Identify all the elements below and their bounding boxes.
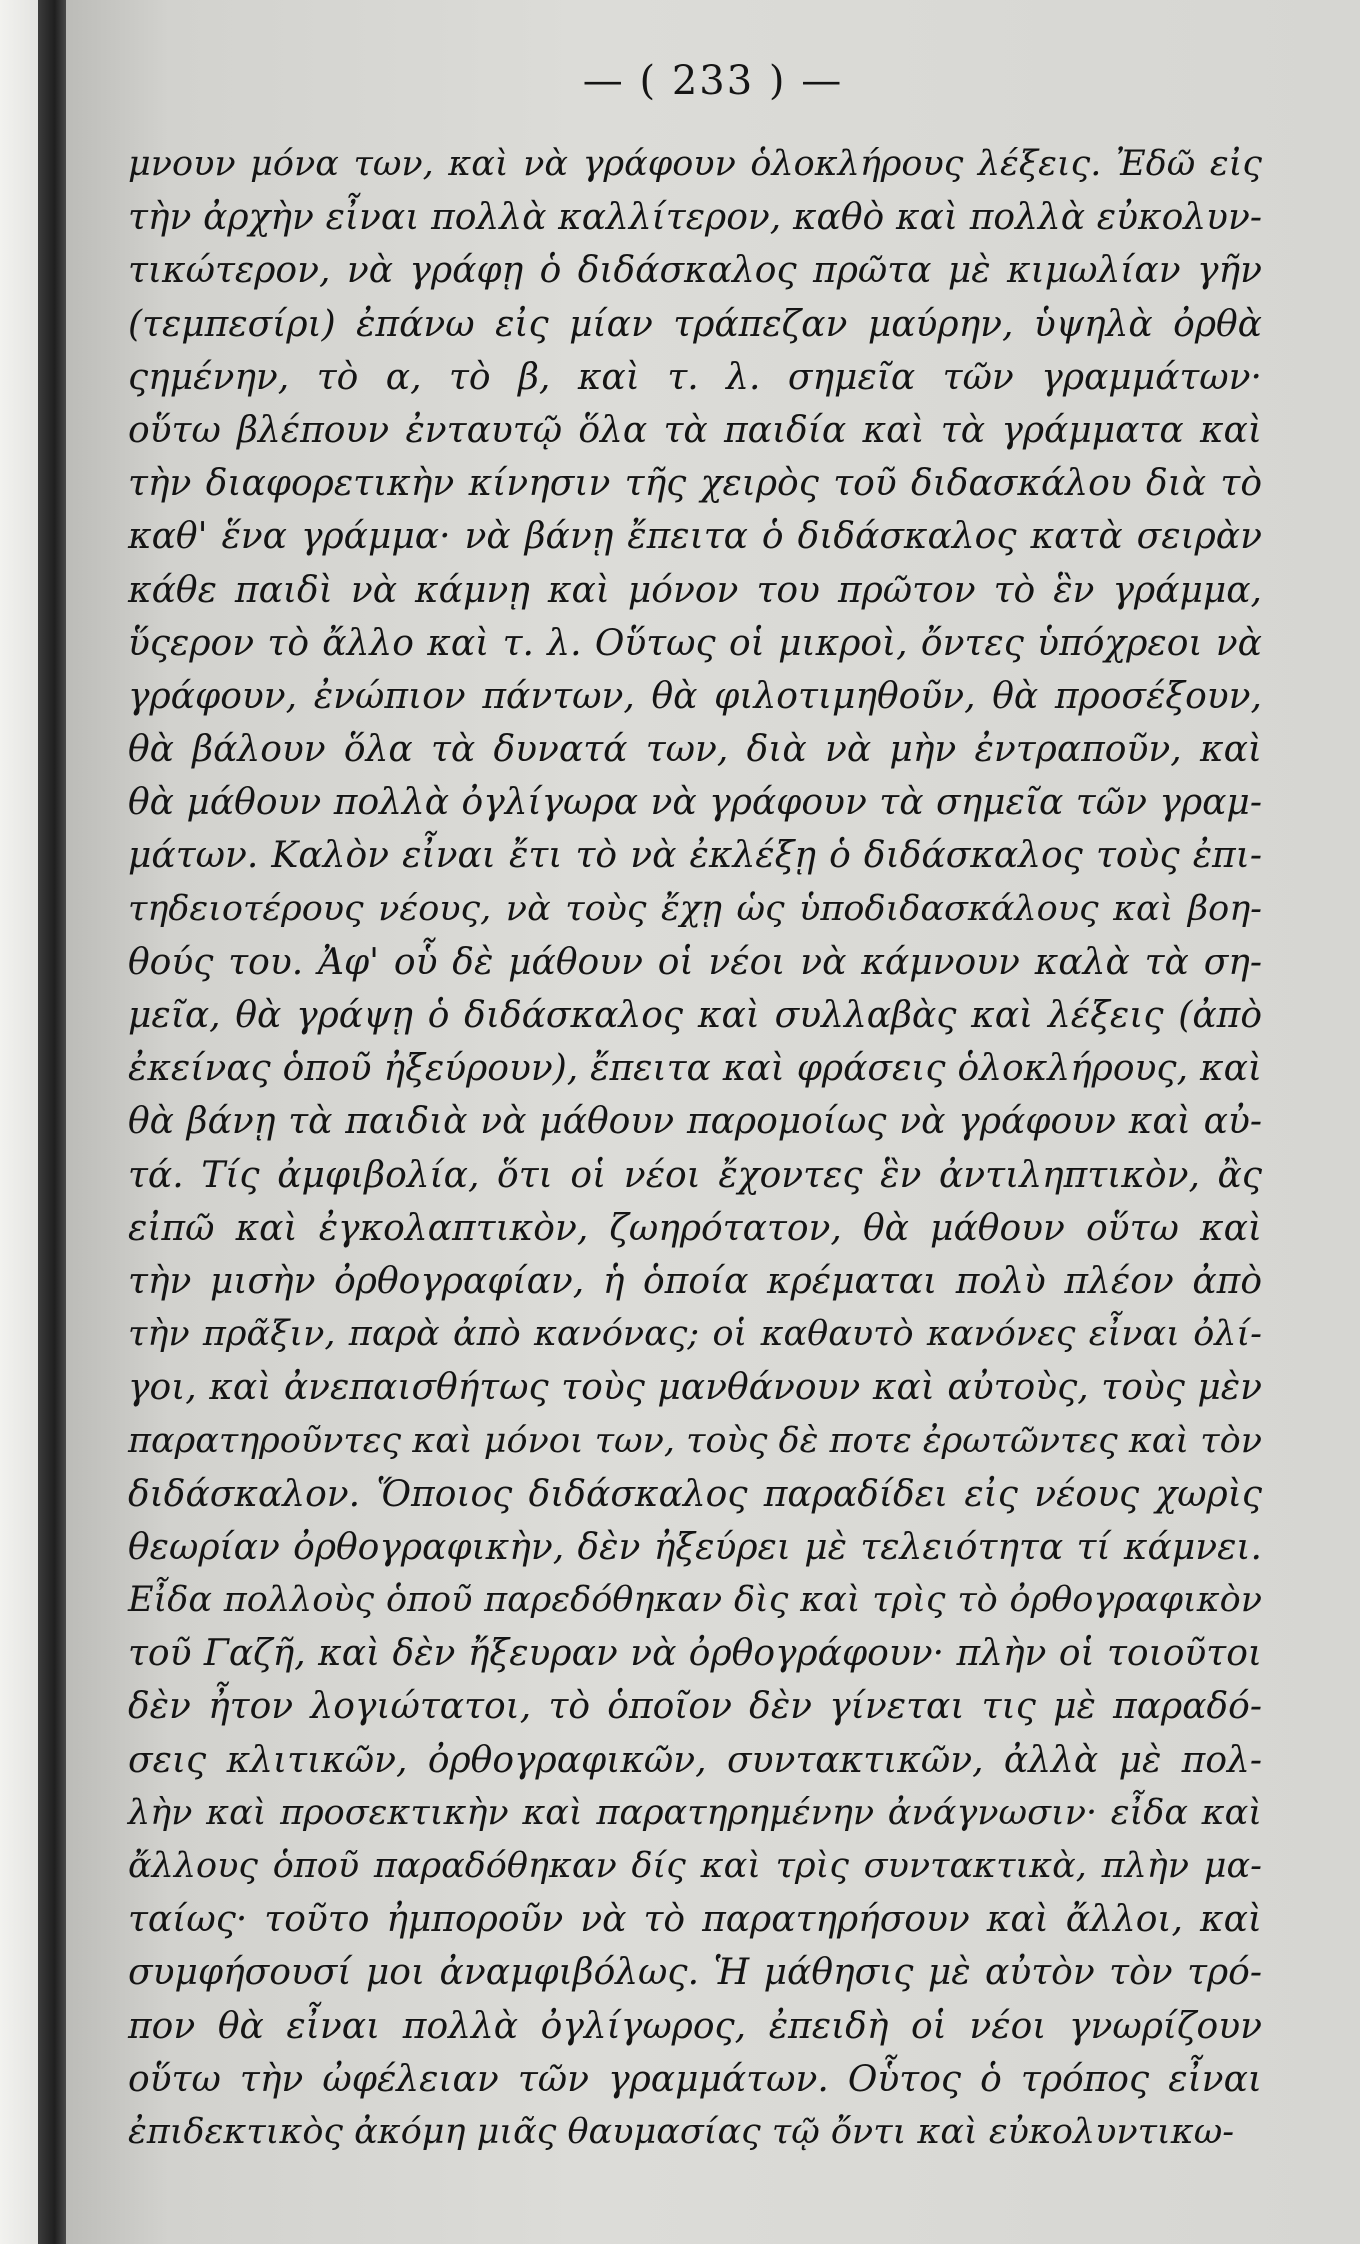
text-line: τικώτερον, νὰ γράφῃ ὁ διδάσκαλος πρῶτα μὲ κιμωλίαν γῆν xyxy=(128,250,1262,292)
page-body-text xyxy=(128,138,1262,2159)
text-line: τὴν μισὴν ὀρθογραφίαν, ἡ ὁποία κρέμαται πολὺ πλέον ἀπὸ xyxy=(128,1260,1262,1302)
text-line: πον θὰ εἶναι πολλὰ ὀγλίγωρος, ἐπειδὴ οἱ νέοι γνωρίζουν xyxy=(128,2005,1262,2047)
text-line: (τεμπεσίρι) ἐπάνω εἰς μίαν τράπεζαν μαύρην, ὑψηλὰ ὀρθὰ xyxy=(128,303,1262,345)
text-line: διδάσκαλον. Ὅποιος διδάσκαλος παραδίδει εἰς νέους χωρὶς xyxy=(128,1473,1262,1515)
text-line: ἐκείνας ὁποῦ ἠξεύρουν), ἔπειτα καὶ φράσεις ὁλοκλήρους, καὶ xyxy=(128,1048,1262,1090)
text-line: οὕτω τὴν ὠφέλειαν τῶν γραμμάτων. Οὗτος ὁ τρόπος εἶναι xyxy=(128,2058,1262,2100)
text-line: μάτων. Καλὸν εἶναι ἔτι τὸ νὰ ἐκλέξῃ ὁ διδάσκαλος τοὺς ἐπι- xyxy=(128,835,1262,877)
text-line: τοῦ Γαζῆ, καὶ δὲν ἤξευραν νὰ ὀρθογράφουν· πλὴν οἱ τοιοῦτοι xyxy=(128,1633,1262,1675)
text-line: οὕτω βλέπουν ἐνταυτῷ ὅλα τὰ παιδία καὶ τὰ γράμματα καὶ xyxy=(128,409,1262,451)
text-line: θὰ βάνῃ τὰ παιδιὰ νὰ μάθουν παρομοίως νὰ γράφουν καὶ αὐ- xyxy=(128,1101,1262,1143)
text-line: τὴν πρᾶξιν, παρὰ ἀπὸ κανόνας; οἱ καθαυτὸ κανόνες εἶναι ὀλί- xyxy=(128,1314,1262,1355)
text-line: τὴν διαφορετικὴν κίνησιν τῆς χειρὸς τοῦ διδασκάλου διὰ τὸ xyxy=(128,463,1262,505)
text-line: τηδειοτέρους νέους, νὰ τοὺς ἔχῃ ὡς ὑποδιδασκάλους καὶ βοη- xyxy=(128,888,1262,929)
text-line: μνουν μόνα των, καὶ νὰ γράφουν ὁλοκλήρους λέξεις. Ἐδῶ εἰς xyxy=(128,144,1262,184)
text-line: εἰπῶ καὶ ἐγκολαπτικὸν, ζωηρότατον, θὰ μάθουν οὕτω καὶ xyxy=(128,1207,1262,1249)
text-line: Εἶδα πολλοὺς ὁποῦ παρεδόθηκαν δὶς καὶ τρὶς τὸ ὀρθογραφικὸν xyxy=(128,1580,1262,1621)
text-line: παρατηροῦντες καὶ μόνοι των, τοὺς δὲ ποτε ἐρωτῶντες καὶ τὸν xyxy=(128,1420,1262,1461)
book-spine-shadow xyxy=(38,0,66,2244)
text-line: γράφουν, ἐνώπιον πάντων, θὰ φιλοτιμηθοῦν, θὰ προσέξουν, xyxy=(128,675,1262,717)
text-line: θὰ μάθουν πολλὰ ὀγλίγωρα νὰ γράφουν τὰ σημεῖα τῶν γραμ- xyxy=(128,782,1262,824)
book-binding-edge xyxy=(0,0,38,2244)
page-number-header: — ( 233 ) — xyxy=(582,58,844,104)
text-line: συμφήσουσί μοι ἀναμφιβόλως. Ἡ μάθησις μὲ αὐτὸν τὸν τρό- xyxy=(128,1952,1262,1994)
text-line: τά. Τίς ἀμφιβολία, ὅτι οἱ νέοι ἔχοντες ἓν ἀντιληπτικὸν, ἂς xyxy=(128,1154,1262,1196)
text-line: τὴν ἀρχὴν εἶναι πολλὰ καλλίτερον, καθὸ καὶ πολλὰ εὐκολυν- xyxy=(128,197,1262,239)
text-line: λὴν καὶ προσεκτικὴν καὶ παρατηρημένην ἀνάγνωσιν· εἶδα καὶ xyxy=(128,1792,1262,1833)
text-line: σεις κλιτικῶν, ὀρθογραφικῶν, συντακτικῶν, ἀλλὰ μὲ πολ- xyxy=(128,1739,1262,1781)
text-line: ἄλλους ὁποῦ παραδόθηκαν δίς καὶ τρὶς συντακτικὰ, πλὴν μα- xyxy=(128,1846,1262,1886)
text-line: ταίως· τοῦτο ἠμποροῦν νὰ τὸ παρατηρήσουν καὶ ἄλλοι, καὶ xyxy=(128,1899,1262,1941)
text-line: καθ' ἕνα γράμμα· νὰ βάνῃ ἔπειτα ὁ διδάσκαλος κατὰ σειρὰν xyxy=(128,516,1262,558)
text-line: ὕςερον τὸ ἄλλο καὶ τ. λ. Οὕτως οἱ μικροὶ, ὄντες ὑπόχρεοι νὰ xyxy=(128,622,1262,664)
text-line: θὰ βάλουν ὅλα τὰ δυνατά των, διὰ νὰ μὴν ἐντραποῦν, καὶ xyxy=(128,729,1262,771)
text-line: μεῖα, θὰ γράψῃ ὁ διδάσκαλος καὶ συλλαβὰς καὶ λέξεις (ἀπὸ xyxy=(128,995,1262,1036)
text-line: γοι, καὶ ἀνεπαισθήτως τοὺς μανθάνουν καὶ αὐτοὺς, τοὺς μὲν xyxy=(128,1367,1262,1409)
text-line: θεωρίαν ὀρθογραφικὴν, δὲν ἠξεύρει μὲ τελειότητα τί κάμνει. xyxy=(128,1526,1262,1568)
text-line: δὲν ἦτον λογιώτατοι, τὸ ὁποῖον δὲν γίνεται τις μὲ παραδό- xyxy=(128,1686,1262,1728)
text-line: θούς του. Ἀφ' οὗ δὲ μάθουν οἱ νέοι νὰ κάμνουν καλὰ τὰ ση- xyxy=(128,941,1262,983)
text-line: ἐπιδεκτικὸς ἀκόμη μιᾶς θαυμασίας τῷ ὄντι καὶ εὐκολυντικω- xyxy=(128,2111,1235,2152)
text-line: ςημένην, τὸ α, τὸ β, καὶ τ. λ. σημεῖα τῶν γραμμάτων· xyxy=(128,356,1262,398)
text-line: κάθε παιδὶ νὰ κάμνῃ καὶ μόνον του πρῶτον τὸ ἓν γράμμα, xyxy=(128,569,1262,611)
